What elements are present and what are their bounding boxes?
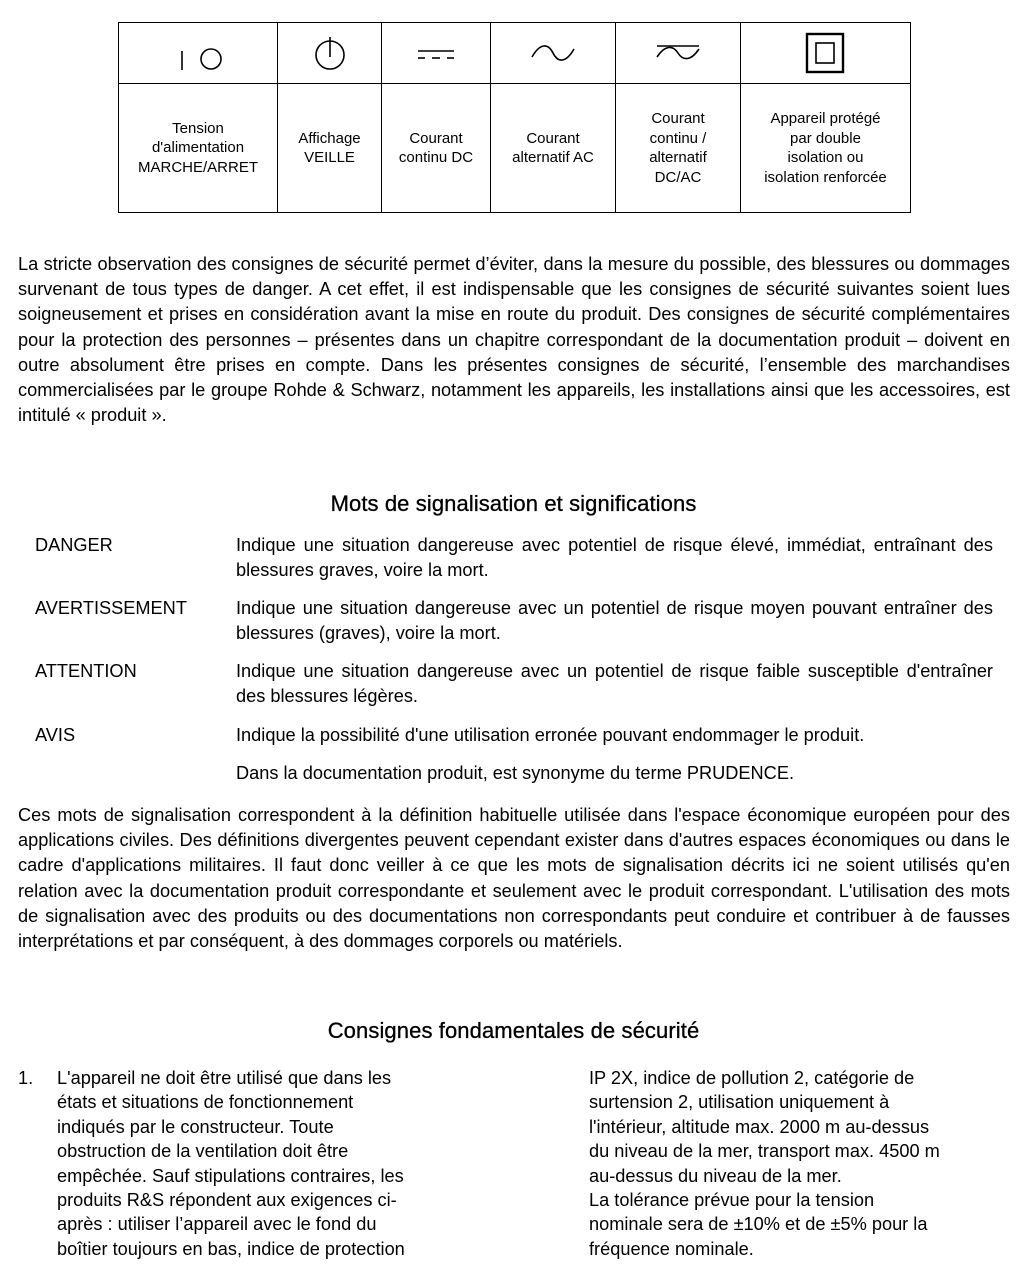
safety-item-1 xyxy=(18,1066,463,1261)
text-line: fréquence nominale. xyxy=(589,1238,754,1259)
symbol-label xyxy=(741,84,911,213)
text-line: produits R&S répondent aux exigences ci- xyxy=(57,1190,397,1211)
double-insulation-icon xyxy=(804,30,848,76)
signal-definition: Indique la possibilité d'une utilisation erronée pouvant endommager le produit. xyxy=(236,725,865,745)
label-line: alternatif AC xyxy=(512,149,594,166)
signal-word-danger xyxy=(35,533,993,583)
text-line: empêchée. Sauf stipulations contraires, les xyxy=(57,1165,404,1186)
label-line: d'alimentation xyxy=(151,139,245,157)
text-line: IP 2X, indice de pollution 2, catégorie de xyxy=(589,1068,915,1088)
list-item-text xyxy=(57,1066,463,1261)
label-line: isolation renforcée xyxy=(764,168,887,186)
intro-paragraph: La stricte observation des consignes de sécurité permet d’éviter, dans la mesure du possible, des blessures ou dommages survenant de tous types de danger. A cet effet, il est indispensable que les consignes de sécurité suivantes soient lues soigneusement et prises en considération avant la mise en route du produit. Des consignes de sécurité complémentaires pour la protection des personnes – présentes dans un chapitre correspondant de la documentation produit – doivent en outre absolument être prises en compte. Dans les présentes consignes de sécurité, l’ensemble des marchandises commercialisées par le groupe Rohde & Schwarz, notamment les appareils, les installations ainsi que les accessoires, est intitulé « produit ». xyxy=(18,254,1010,426)
signal-definition-extra: Dans la documentation produit, est synonyme du terme PRUDENCE. xyxy=(236,763,795,783)
text-line: obstruction de la ventilation doit être xyxy=(57,1141,349,1162)
label-line: par double xyxy=(790,129,861,147)
signal-term: ATTENTION xyxy=(35,661,137,681)
label-line: VEILLE xyxy=(304,149,355,166)
text-line: L'appareil ne doit être utilisé que dans les xyxy=(57,1068,392,1088)
symbol-labels-row xyxy=(119,84,911,213)
list-number: 1. xyxy=(18,1068,34,1088)
text-line: boîtier toujours en bas, indice de protection xyxy=(57,1238,405,1259)
symbol-cell xyxy=(382,23,491,84)
signal-term: DANGER xyxy=(35,535,113,555)
text-line: surtension 2, utilisation uniquement à xyxy=(589,1092,890,1113)
text-line: nominale sera de ±10% et de ±5% pour la xyxy=(589,1214,928,1235)
text-line: états et situations de fonctionnement xyxy=(57,1092,354,1113)
signal-definition: Indique une situation dangereuse avec un potentiel de risque faible susceptible d'entraîner des blessures légères. xyxy=(236,661,993,707)
symbol-label xyxy=(616,84,741,213)
label-line: MARCHE/ARRET xyxy=(137,158,258,176)
text-line: La tolérance prévue pour la tension xyxy=(589,1190,875,1211)
text-line: l'intérieur, altitude max. 2000 m au-dessus xyxy=(589,1116,930,1137)
heading-signal-words: Mots de signalisation et significations xyxy=(330,491,697,516)
safety-item-1-continued xyxy=(589,1066,1009,1261)
alternating-current-icon xyxy=(528,38,578,68)
signal-word-avis-note xyxy=(35,761,993,786)
symbol-table xyxy=(118,22,911,213)
text-line: indiqués par le constructeur. Toute xyxy=(57,1116,334,1137)
dc-ac-current-icon xyxy=(653,38,703,68)
heading-basic-safety: Consignes fondamentales de sécurité xyxy=(327,1018,700,1043)
symbol-cell xyxy=(491,23,616,84)
label-line: Courant xyxy=(526,129,580,147)
symbol-cell xyxy=(741,23,911,84)
symbol-cell xyxy=(616,23,741,84)
text-line: après : utiliser l’appareil avec le fond du xyxy=(57,1214,377,1235)
signal-word-avis xyxy=(35,723,993,748)
label-line: isolation ou xyxy=(787,149,864,166)
signal-definition: Indique une situation dangereuse avec potentiel de risque élevé, immédiat, entraînant des blessures graves, voire la mort. xyxy=(236,535,993,581)
signal-paragraph: Ces mots de signalisation correspondent à la définition habituelle utilisée dans l'espace économique européen pour des applications civiles. Des définitions divergentes peuvent cependant exister dans d'autres espaces économiques ou dans le cadre d'applications militaires. Il faut donc veiller à ce que les mots de signalisation décrits ici ne soient utilisés qu'en relation avec la documentation produit correspondante et seulement avec le produit correspondant. L'utilisation des mots de signalisation avec des produits ou des documentations non correspondants peut conduire et contribuer à de fausses interprétations et par conséquent, à des dommages corporels ou matériels. xyxy=(18,805,1010,952)
standby-icon xyxy=(310,33,350,73)
signal-word-attention xyxy=(35,659,993,709)
label-line: alternatif xyxy=(649,149,707,166)
label-line: continu DC xyxy=(398,149,474,166)
label-line: Tension xyxy=(172,119,224,137)
symbol-label xyxy=(382,84,491,213)
text-line: au-dessus du niveau de la mer. xyxy=(589,1165,842,1186)
label-line: Appareil protégé xyxy=(770,110,881,127)
signal-definition: Indique une situation dangereuse avec un potentiel de risque moyen pouvant entraîner des blessures (graves), voire la mort. xyxy=(236,598,993,644)
label-line: Courant xyxy=(651,110,705,127)
text-line: du niveau de la mer, transport max. 4500 m xyxy=(589,1141,940,1162)
symbol-label xyxy=(119,84,278,213)
label-line: Courant xyxy=(409,129,463,147)
symbol-label xyxy=(278,84,382,213)
symbol-icons-row xyxy=(119,23,911,84)
symbol-cell xyxy=(119,23,278,84)
power-on-off-icon xyxy=(163,36,233,70)
label-line: Affichage xyxy=(298,129,361,147)
signal-term: AVIS xyxy=(35,725,76,745)
symbol-label xyxy=(491,84,616,213)
signal-term: AVERTISSEMENT xyxy=(35,598,187,618)
symbol-cell xyxy=(278,23,382,84)
direct-current-icon xyxy=(413,38,459,68)
label-line: continu / xyxy=(649,129,707,147)
signal-word-avertissement xyxy=(35,596,993,646)
label-line: DC/AC xyxy=(654,168,702,186)
